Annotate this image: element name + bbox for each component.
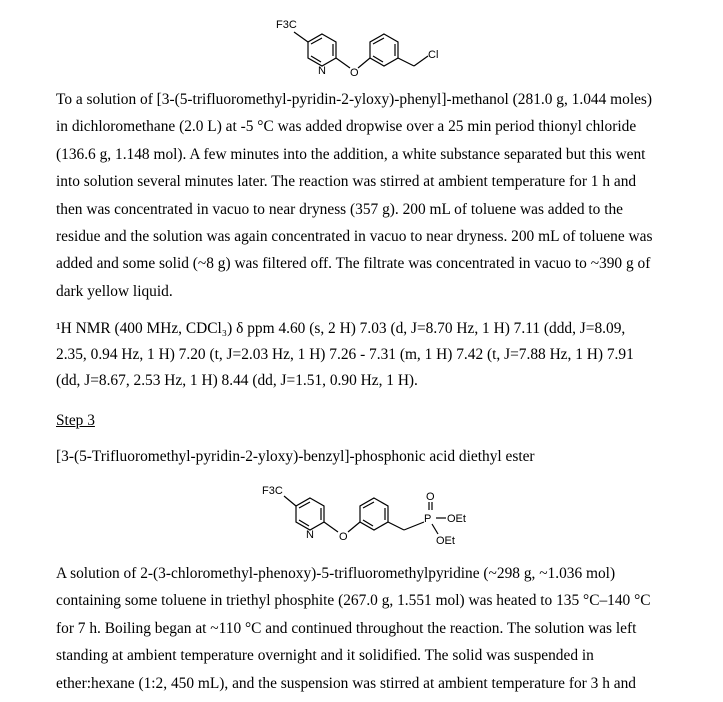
text-line: A solution of 2-(3-chloromethyl-phenoxy)-5-trifluoromethylpyridine (~298 g, ~1.036 mol): [56, 565, 616, 582]
text-line: residue and the solution was again concentrated in vacuo to near dryness. 200 mL of toluene was: [56, 228, 653, 246]
text-line: (dd, J=8.67, 2.53 Hz, 1 H) 8.44 (dd, J=1.51, 0.90 Hz, 1 H).: [56, 372, 418, 389]
text-line: dark yellow liquid.: [56, 282, 173, 300]
text-line: ¹H NMR (400 MHz, CDCl₃) δ ppm 4.60 (s, 2 H) 7.03 (d, J=8.70 Hz, 1 H) 7.11 (ddd, J=8.09,: [56, 320, 626, 337]
pyridine-n-label: N: [306, 529, 314, 541]
text-line: ether:hexane (1:2, 450 mL), and the suspension was stirred at ambient temperature for 3 h and: [56, 674, 636, 692]
text-line: (136.6 g, 1.148 mol). A few minutes into the addition, a white substance separated but this went: [56, 145, 646, 163]
ethoxy-label-1: OEt: [447, 513, 466, 525]
text-line: in dichloromethane (2.0 L) at -5 °C was added dropwise over a 25 min period thionyl chloride: [56, 118, 637, 136]
ether-o-label: O: [339, 531, 348, 543]
text-line: 2.35, 0.94 Hz, 1 H) 7.20 (t, J=2.03 Hz, 1 H) 7.26 - 7.31 (m, 1 H) 7.42 (t, J=7.88 Hz, 1 H) 7.91: [56, 346, 634, 363]
text-line: then was concentrated in vacuo to near dryness (357 g). 200 mL of toluene was added to the: [56, 200, 623, 218]
text-line: added and some solid (~8 g) was filtered off. The filtrate was concentrated in vacuo to ~390 g of: [56, 255, 651, 273]
nmr-data-paragraph: [56, 316, 686, 394]
text-line: containing some toluene in triethyl phosphite (267.0 g, 1.551 mol) was heated to 135 °C–140 °C: [56, 592, 651, 610]
chemical-structure-phosphonate: [258, 478, 488, 553]
procedure-paragraph-1: [56, 86, 686, 305]
phosphorus-label: P: [424, 513, 432, 525]
step-heading: Step 3: [56, 412, 95, 429]
text-line: To a solution of [3-(5-trifluoromethyl-pyridin-2-yloxy)-phenyl]-methanol (281.0 g, 1.044 moles): [56, 91, 653, 108]
ethoxy-label-2: OEt: [436, 535, 455, 547]
phosphoryl-o-label: O: [426, 491, 435, 503]
procedure-paragraph-2: [56, 560, 686, 697]
chlorine-label: Cl: [428, 49, 439, 61]
chemical-structure-chloromethyl: [270, 14, 470, 79]
pyridine-n-label: N: [318, 65, 326, 77]
text-line: standing at ambient temperature overnight and it solidified. The solid was suspended in: [56, 647, 594, 665]
ether-o-label: O: [350, 67, 359, 79]
cf3-label: F3C: [262, 485, 283, 497]
text-line: into solution several minutes later. The reaction was stirred at ambient temperature for 1 h and: [56, 173, 637, 191]
cf3-label: F3C: [276, 19, 297, 31]
text-line: for 7 h. Boiling began at ~110 °C and continued throughout the reaction. The solution was left: [56, 619, 637, 637]
compound-title: [3-(5-Trifluoromethyl-pyridin-2-yloxy)-benzyl]-phosphonic acid diethyl ester: [56, 448, 535, 465]
